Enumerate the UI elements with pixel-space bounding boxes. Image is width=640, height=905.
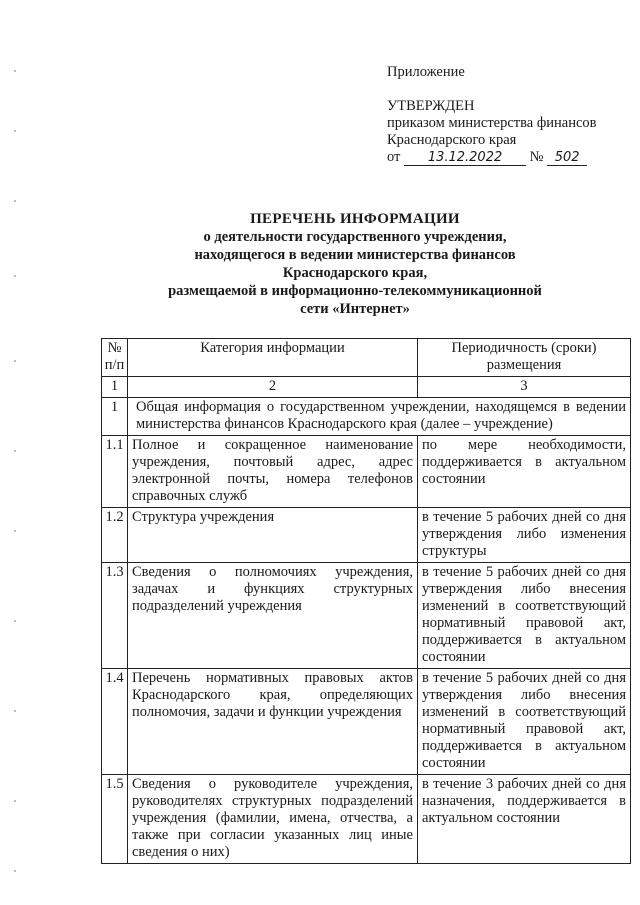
row-period: в течение 5 рабочих дней со дня утверждения либо внесения изменений в соответствующий нормативный правовой акт, поддерживается в актуальном состоянии (418, 563, 631, 669)
row-num: 1.3 (102, 563, 128, 669)
table-row (102, 436, 631, 508)
row-num: 1.2 (102, 508, 128, 563)
title-line2: находящегося в ведении министерства финансов (194, 247, 516, 263)
approval-number: 502 (547, 151, 587, 166)
table-row (102, 563, 631, 669)
header-category: Категория информации (128, 339, 418, 377)
row-category: Полное и сокращенное наименование учреждения, почтовый адрес, адрес электронной почты, номера телефонов справочных служб (128, 436, 418, 508)
row-num: 1.4 (102, 669, 128, 775)
row-category: Перечень нормативных правовых актов Краснодарского края, определяющих полномочия, задачи и функции учреждения (128, 669, 418, 775)
header-row (102, 339, 631, 377)
header-num (102, 339, 128, 377)
approval-block (387, 64, 627, 166)
row-period: по мере необходимости, поддерживается в актуальном состоянии (418, 436, 631, 508)
row-category: Структура учреждения (128, 508, 418, 563)
approval-date-line (387, 149, 627, 166)
title-line1: о деятельности государственного учреждения, (203, 229, 507, 245)
approval-date: 13.12.2022 (404, 151, 526, 166)
annex-label: Приложение (387, 64, 465, 80)
information-table (101, 338, 631, 864)
approved-label: УТВЕРЖДЕН (387, 98, 475, 114)
header-period (418, 339, 631, 377)
index-cell: 3 (418, 377, 631, 398)
row-num: 1.5 (102, 775, 128, 864)
title-line4: размещаемой в информационно-телекоммуникационной (168, 283, 542, 299)
section-num: 1 (102, 398, 128, 436)
title-line5: сети «Интернет» (300, 301, 410, 317)
section-row (102, 398, 631, 436)
index-row (102, 377, 631, 398)
section-text: Общая информация о государственном учреждении, находящемся в ведении министерства финансов Краснодарского края (далее – учреждение) (128, 398, 631, 436)
number-label: № (529, 149, 544, 165)
row-period: в течение 5 рабочих дней со дня утверждения либо изменения структуры (418, 508, 631, 563)
row-category: Сведения о руководителе учреждения, руководителях структурных подразделений учреждения (фамилии, имена, отчества, а также при согласии указанных лиц иные сведения о них) (128, 775, 418, 864)
header-num-line2: п/п (104, 357, 125, 373)
index-cell: 1 (102, 377, 128, 398)
approved-by-line2: Краснодарского края (387, 132, 517, 148)
title-main: ПЕРЕЧЕНЬ ИНФОРМАЦИИ (250, 211, 460, 227)
approved-by-line1: приказом министерства финансов (387, 115, 597, 131)
row-period: в течение 5 рабочих дней со дня утверждения либо внесения изменений в соответствующий нормативный правовой акт, поддерживается в актуальном состоянии (418, 669, 631, 775)
row-period: в течение 3 рабочих дней со дня назначения, поддерживается в актуальном состоянии (418, 775, 631, 864)
row-num: 1.1 (102, 436, 128, 508)
table-row (102, 508, 631, 563)
header-period-line2: размещения (486, 357, 562, 373)
title-line3: Краснодарского края, (282, 265, 428, 281)
scan-edge-marks (14, 60, 18, 880)
table-row (102, 775, 631, 864)
index-cell: 2 (128, 377, 418, 398)
header-num-line1: № (107, 340, 122, 356)
table-row (102, 669, 631, 775)
from-label: от (387, 149, 401, 165)
document-title (120, 210, 590, 318)
row-category: Сведения о полномочиях учреждения, задачах и функциях структурных подразделений учреждения (128, 563, 418, 669)
header-period-line1: Периодичность (сроки) (451, 340, 597, 356)
